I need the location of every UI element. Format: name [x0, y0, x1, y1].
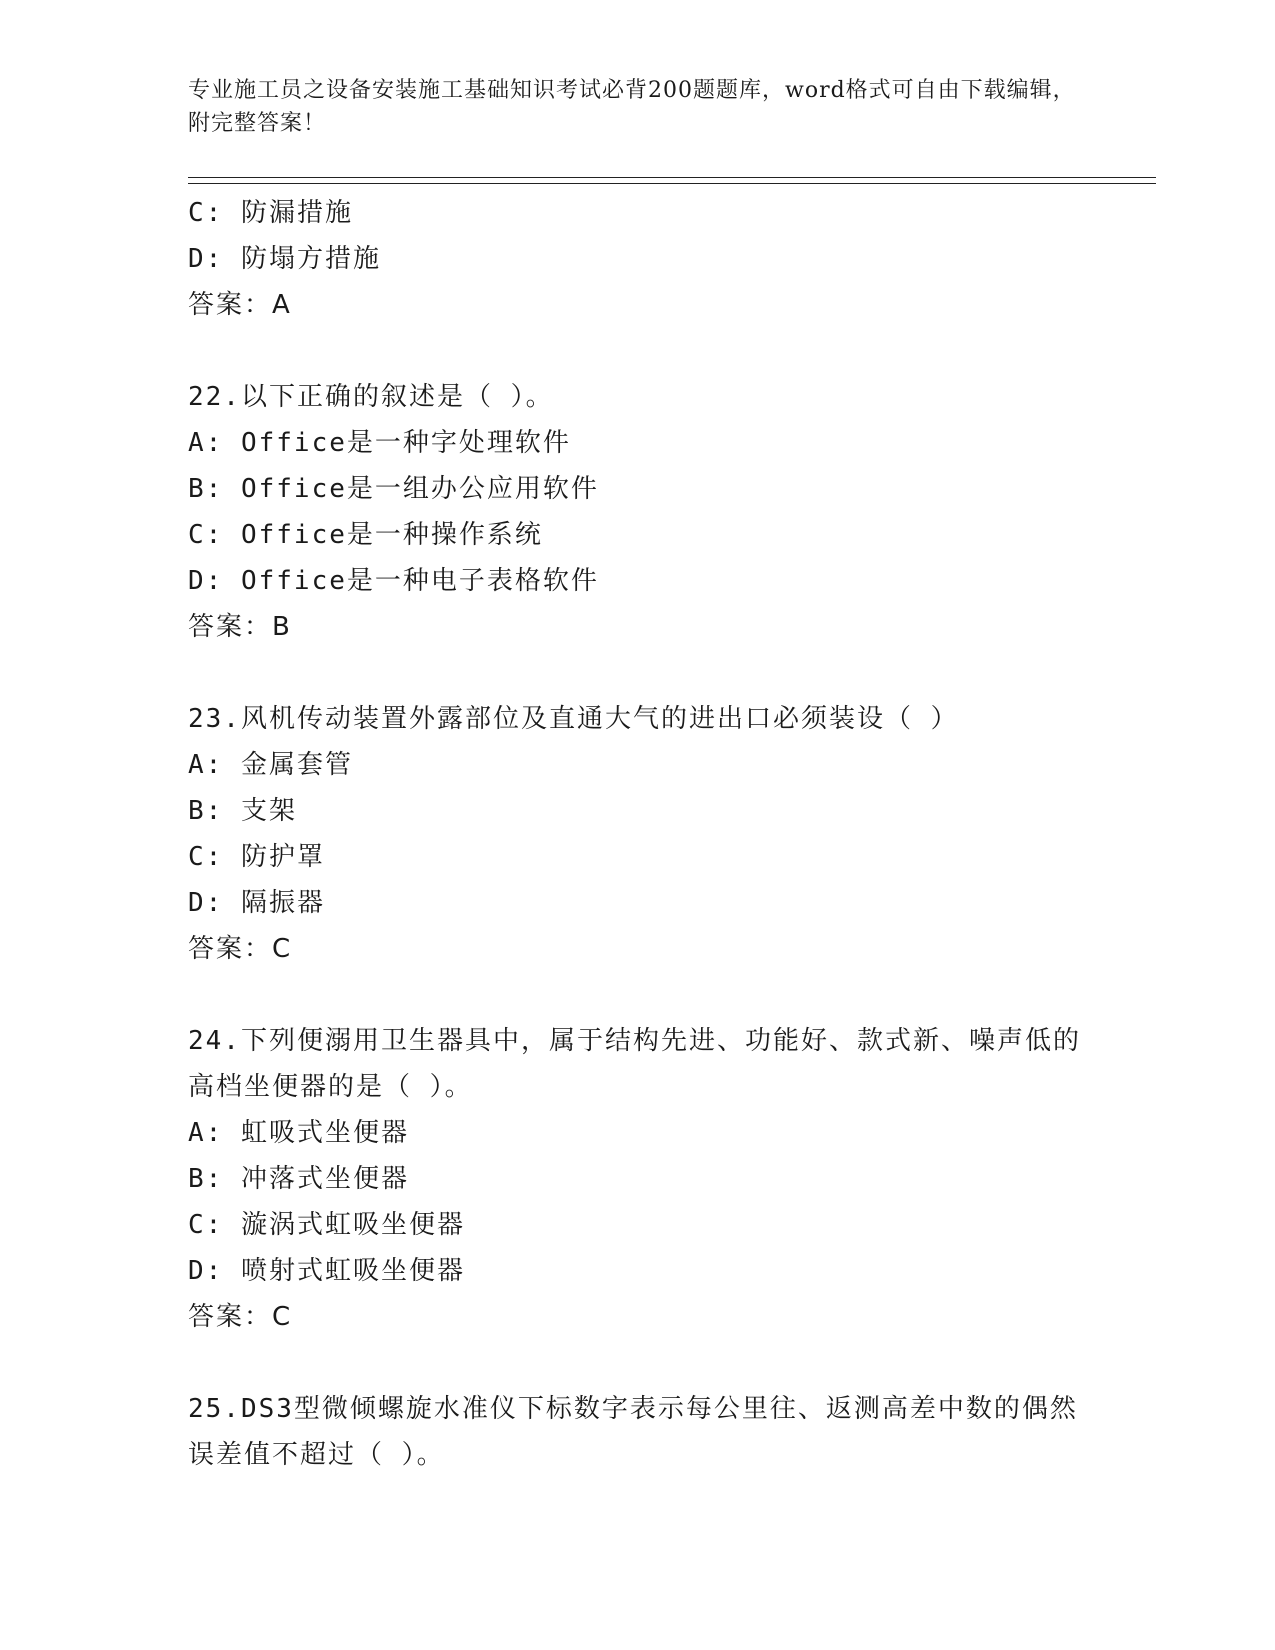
question-stem: 23.风机传动装置外露部位及直通大气的进出口必须装设（ ） — [188, 704, 959, 734]
question-block-21 — [188, 190, 1088, 328]
answer-line: 答案：C — [188, 1302, 293, 1332]
question-stem: 25.DS3型微倾螺旋水准仪下标数字表示每公里往、返测高差中数的偶然误差值不超过（ ）。 — [188, 1394, 1078, 1470]
answer-line: 答案：A — [188, 290, 292, 320]
answer-line: 答案：C — [188, 934, 293, 964]
option-a: A: Office是一种字处理软件 — [188, 428, 571, 458]
spacer — [188, 328, 1088, 374]
option-c: C: Office是一种操作系统 — [188, 520, 543, 550]
option-d: D: 隔振器 — [188, 888, 325, 918]
option-d: D: Office是一种电子表格软件 — [188, 566, 599, 596]
question-list — [188, 190, 1088, 1478]
option-a: A: 虹吸式坐便器 — [188, 1118, 409, 1148]
document-header: 专业施工员之设备安装施工基础知识考试必背200题题库，word格式可自由下载编辑，附完整答案！ — [188, 78, 1076, 136]
option-a: A: 金属套管 — [188, 750, 353, 780]
option-d: D: 喷射式虹吸坐便器 — [188, 1256, 465, 1286]
option-b: B: 冲落式坐便器 — [188, 1164, 409, 1194]
question-block-24 — [188, 1018, 1088, 1340]
question-block-23 — [188, 696, 1088, 972]
option-c: C: 防漏措施 — [188, 198, 353, 228]
question-block-25 — [188, 1386, 1088, 1478]
header-rule-top — [188, 177, 1156, 178]
header-rule-bottom — [188, 183, 1156, 184]
option-c: C: 漩涡式虹吸坐便器 — [188, 1210, 465, 1240]
spacer — [188, 972, 1088, 1018]
question-stem: 22.以下正确的叙述是（ ）。 — [188, 382, 554, 412]
option-b: B: 支架 — [188, 796, 297, 826]
option-c: C: 防护罩 — [188, 842, 325, 872]
answer-line: 答案：B — [188, 612, 292, 642]
question-block-22 — [188, 374, 1088, 650]
option-b: B: Office是一组办公应用软件 — [188, 474, 599, 504]
question-stem: 24.下列便溺用卫生器具中，属于结构先进、功能好、款式新、噪声低的高档坐便器的是（ ）。 — [188, 1026, 1081, 1102]
spacer — [188, 1340, 1088, 1386]
option-d: D: 防塌方措施 — [188, 244, 381, 274]
spacer — [188, 650, 1088, 696]
